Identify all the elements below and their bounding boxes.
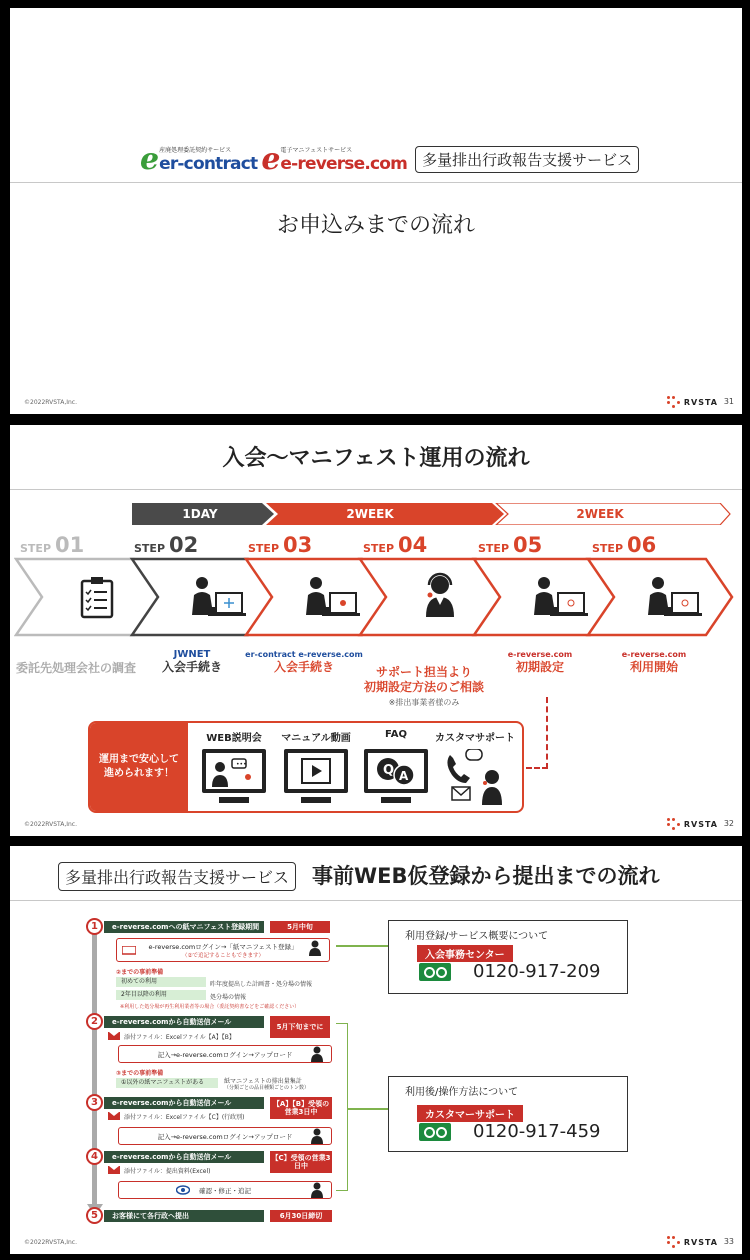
step-caption-04: サポート担当より 初期設定方法のご相談 ※排出事業者様のみ: [363, 665, 484, 707]
flow-step-1-bar: e-reverse.comへの紙マニフェスト登録期間: [104, 921, 264, 933]
flow-step-3-date: 【A】【B】受領の営業3日中: [270, 1097, 332, 1119]
freedial-icon: [419, 963, 451, 981]
faq-qa-icon: [364, 749, 428, 793]
flow-step-number-4: 4: [86, 1148, 103, 1165]
info-box-support: [388, 1076, 628, 1152]
service-tag: 多量排出行政報告支援サービス: [415, 146, 639, 173]
freedial-icon: [419, 1123, 451, 1141]
step-label-02: STEP 02: [134, 533, 199, 557]
page-number: 31: [723, 397, 734, 406]
slide-31: [10, 8, 742, 414]
svg-text:A: A: [399, 769, 409, 783]
person-icon: [310, 1182, 324, 1198]
info-box-label: カスタマーサポート: [417, 1105, 523, 1122]
connector-line: [336, 945, 390, 947]
er-contract-logo: e 産廃処理委託契約サービス er-contract: [140, 141, 258, 177]
step-label-01: STEP 01: [20, 533, 85, 557]
phone-number: 0120-917-209: [473, 961, 601, 982]
e-reverse-logo: e-reverse.com: [621, 650, 687, 659]
mail-icon: [108, 1112, 120, 1120]
eye-icon: [176, 1185, 190, 1195]
flow-step-number-2: 2: [86, 1013, 103, 1030]
flow-step-4-box: 確認・修正・追記: [118, 1181, 332, 1199]
support-faq-label: FAQ: [385, 729, 407, 740]
support-web-seminar-label: WEB説明会: [206, 733, 262, 744]
monitor-stand: [381, 797, 411, 803]
flow-step-2-attach: 添付ファイル：Excelファイル【A】【B】: [124, 1034, 235, 1041]
person-icon: [308, 940, 322, 956]
mail-icon: [108, 1166, 120, 1174]
flow-step-5-bar: お客様にて各行政へ提出: [104, 1210, 264, 1222]
phase-label-2week-2: 2WEEK: [576, 507, 624, 521]
slide-33: [10, 846, 742, 1254]
monitor-icon: [122, 946, 136, 958]
svg-text:•••: •••: [236, 761, 247, 768]
flow-step-3-bar: e-reverse.comから自動送信メール: [104, 1097, 264, 1109]
info-box-label: 入会事務センター: [417, 945, 513, 962]
phase-label-2week-1: 2WEEK: [346, 507, 394, 521]
page-number: 33: [723, 1237, 734, 1246]
copyright: ©2022RVSTA,Inc.: [24, 1239, 78, 1246]
bracket-line: [336, 1023, 348, 1191]
divider: [10, 900, 742, 901]
rvsta-logo: RVSTA: [667, 818, 718, 830]
flow-step-2-pill-sub: （分類ごとの品目種類ごとのトン数）: [224, 1085, 310, 1091]
slide-title: お申込みまでの流れ: [276, 213, 475, 238]
mail-icon: [108, 1032, 120, 1040]
slide-32: [10, 425, 742, 836]
divider: [10, 489, 742, 490]
flow-step-2-date: 5月下旬までに: [270, 1016, 330, 1038]
monitor-stand: [301, 797, 331, 803]
copyright: ©2022RVSTA,Inc.: [24, 399, 78, 406]
flow-step-number-5: 5: [86, 1207, 103, 1224]
flow-step-3-attach: 添付ファイル：Excelファイル【C】(行政別): [124, 1114, 245, 1121]
info-box-registration: [388, 920, 628, 994]
manual-video-icon: [284, 749, 348, 793]
flow-step-4-bar: e-reverse.comから自動送信メール: [104, 1151, 264, 1163]
support-panel: [88, 721, 524, 813]
flow-step-2-box: 記入→e-reverse.comログイン→アップロード: [118, 1045, 332, 1063]
flow-step-2-bar: e-reverse.comから自動送信メール: [104, 1016, 264, 1028]
rvsta-logo: RVSTA: [667, 1236, 718, 1248]
logo-row: [140, 141, 639, 177]
er-contract-e-reverse-logo: er-contract e-reverse.com: [245, 650, 363, 659]
slide-title: 事前WEB仮登録から提出までの流れ: [312, 864, 660, 888]
step-label-04: STEP 04: [363, 533, 428, 557]
info-box-head: 利用後/操作方法について: [403, 1083, 520, 1098]
connector-dashed: [546, 697, 548, 769]
connector-dashed: [526, 767, 548, 769]
flow-step-4-date: 【C】受領の営業3日中: [270, 1151, 332, 1173]
flow-step-2-prep: ③までの事前準備: [116, 1070, 164, 1077]
person-icon: [310, 1046, 324, 1062]
flow-step-1-row1-text: 昨年度提出した計画書・処分場の情報: [210, 981, 313, 988]
service-tag: 多量排出行政報告支援サービス: [58, 862, 296, 891]
step-caption-01: 委託先処理会社の調査: [16, 661, 137, 675]
connector-line: [348, 1108, 390, 1110]
slide-title: 入会〜マニフェスト運用の流れ: [222, 446, 530, 471]
step-caption-02: JWNET 入会手続き: [132, 650, 252, 675]
flow-step-2-pill: ①以外の紙マニフェストがある: [116, 1078, 218, 1088]
e-reverse-logo: e 電子マニフェストサービス e-reverse.com: [261, 141, 408, 177]
flow-step-number-3: 3: [86, 1094, 103, 1111]
jwnet-logo: JWNET: [173, 649, 211, 660]
flow-step-1-row2-label: 2年目以降の利用: [116, 990, 206, 1000]
copyright: ©2022RVSTA,Inc.: [24, 821, 78, 828]
flow-step-1-box: e-reverse.comログイン→「紙マニフェスト登録」 （②で追記することもできます）: [116, 938, 330, 962]
support-message: 運用まで安心して 進められます！: [90, 723, 188, 811]
step-label-05: STEP 05: [478, 533, 543, 557]
step-label-03: STEP 03: [248, 533, 313, 557]
flow-step-1-prep: ②までの事前準備: [116, 969, 164, 976]
info-box-head: 利用登録/サービス概要について: [403, 927, 550, 942]
flow-step-1-row1-label: 初めての利用: [116, 977, 206, 987]
phase-label-1day: 1DAY: [182, 507, 218, 521]
customer-support-icon: [442, 749, 512, 809]
svg-text:Q: Q: [383, 763, 395, 778]
rvsta-mark-icon: [667, 396, 681, 408]
step-caption-03: er-contract e-reverse.com 入会手続き: [245, 650, 363, 674]
step-chevrons: [14, 555, 740, 639]
rvsta-mark-icon: [667, 1236, 681, 1248]
rvsta-mark-icon: [667, 818, 681, 830]
person-icon: [310, 1128, 324, 1144]
monitor-stand: [219, 797, 249, 803]
divider: [10, 182, 742, 183]
phone-number: 0120-917-459: [473, 1121, 601, 1142]
flow-step-4-attach: 添付ファイル：提出資料(Excel): [124, 1168, 211, 1175]
flow-step-5-date: 6月30日締切: [270, 1210, 332, 1222]
rvsta-logo: RVSTA: [667, 396, 718, 408]
flow-arrow-line: [92, 926, 97, 1211]
step-label-06: STEP 06: [592, 533, 657, 557]
flow-step-1-note: ※利用した処分場が再生利用業者等の場合（委託契約書などをご確認ください）: [120, 1004, 300, 1010]
support-customer-support-label: カスタマサポート: [435, 733, 515, 744]
flow-step-1-row2-text: 処分場の情報: [210, 994, 247, 1001]
step-caption-06: e-reverse.com 利用開始: [594, 650, 714, 675]
flow-step-3-box: 記入→e-reverse.comログイン→アップロード: [118, 1127, 332, 1145]
web-seminar-icon: [202, 749, 266, 793]
flow-step-1-date: 5月中旬: [270, 921, 330, 933]
e-reverse-logo: e-reverse.com: [507, 650, 573, 659]
support-manual-video-label: マニュアル動画: [281, 733, 351, 744]
step-caption-05: e-reverse.com 初期設定: [480, 650, 600, 675]
flow-step-number-1: 1: [86, 918, 103, 935]
page-number: 32: [723, 819, 734, 828]
flow-step-2-pill-text: 紙マニフェストの排出量集計: [224, 1078, 302, 1085]
